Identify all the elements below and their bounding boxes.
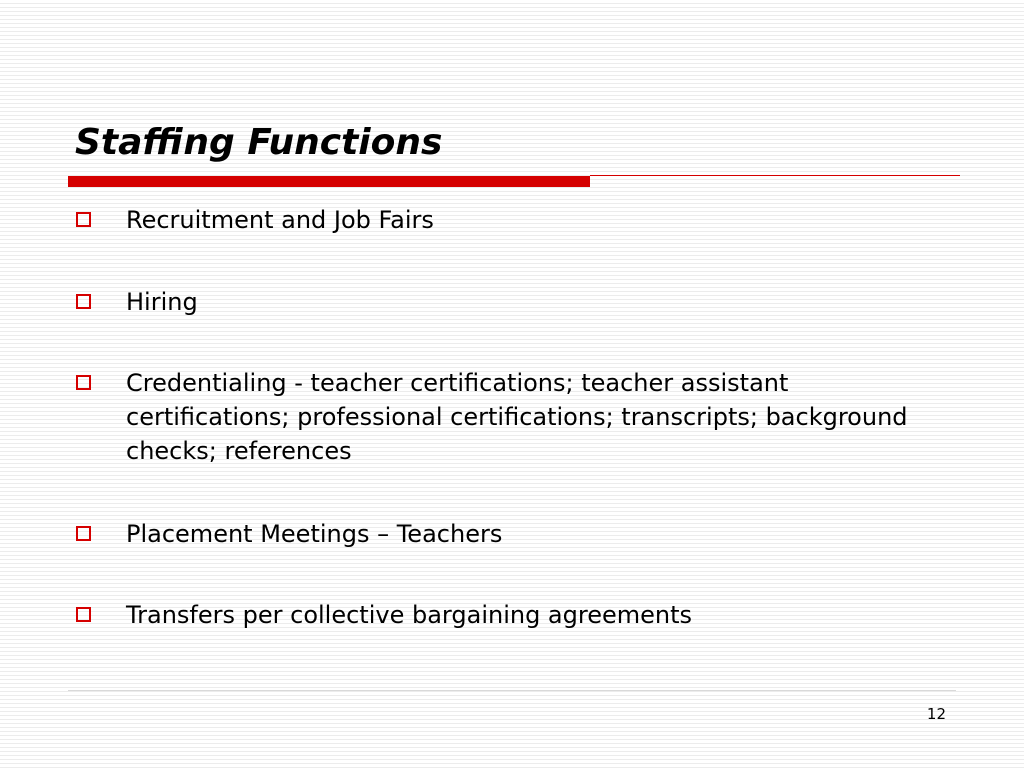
hollow-square-bullet-icon (76, 526, 91, 541)
hollow-square-bullet-icon (76, 607, 91, 622)
page-number: 12 (926, 705, 946, 723)
hollow-square-bullet-icon (76, 375, 91, 390)
title-underline-thick (68, 176, 590, 187)
hollow-square-bullet-icon (76, 294, 91, 309)
bullet-text: Placement Meetings – Teachers (126, 520, 503, 548)
title-underline-thin (590, 175, 960, 176)
slide-title: Staffing Functions (75, 122, 443, 163)
bullet-text: Recruitment and Job Fairs (126, 206, 434, 234)
bullet-text: Credentialing - teacher certifications; teacher assistant certifications; professional certifications; transcripts; background checks; references (126, 369, 908, 465)
bullet-text: Hiring (126, 288, 198, 316)
footer-divider (68, 690, 956, 691)
bullet-text: Transfers per collective bargaining agreements (126, 601, 693, 629)
hollow-square-bullet-icon (76, 212, 91, 227)
